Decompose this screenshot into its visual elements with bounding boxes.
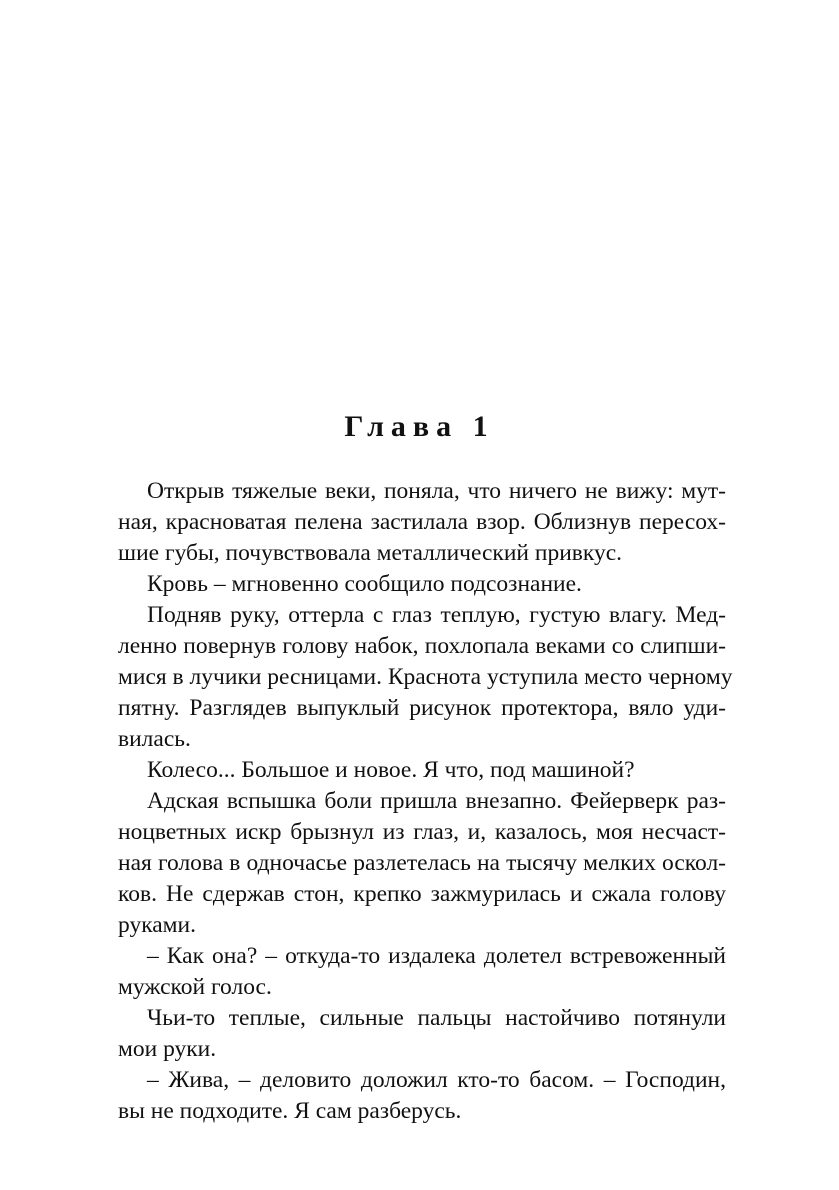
text-line: шие губы, почувствовала металлический привкус. <box>118 540 623 566</box>
text-line: Адская вспышка боли пришла внезапно. Фейерверк раз- <box>147 788 726 814</box>
text-line: Колесо... Большое и новое. Я что, под машиной? <box>147 757 635 783</box>
text-line: руками. <box>118 912 197 938</box>
text-line: вы не подходите. Я сам разберусь. <box>118 1098 462 1124</box>
text-line: мися в лучики ресницами. Краснота уступила место черному <box>118 664 733 690</box>
text-line: мои руки. <box>118 1036 217 1062</box>
chapter-title: Глава 1 <box>344 410 495 443</box>
text-line: Чьи-то теплые, сильные пальцы настойчиво потянули <box>147 1005 726 1031</box>
text-line: Подняв руку, оттерла с глаз теплую, густую влагу. Мед- <box>147 602 726 628</box>
text-line: ленно повернув голову набок, похлопала веками со слипши- <box>118 633 726 659</box>
text-line: ноцветных искр брызнул из глаз, и, казалось, моя несчаст- <box>118 819 726 845</box>
text-line: Кровь – мгновенно сообщило подсознание. <box>147 571 582 597</box>
chapter-text <box>118 476 733 1127</box>
text-line: ная голова в одночасье разлетелась на тысячу мелких оскол- <box>118 850 726 876</box>
text-line: – Жива, – деловито доложил кто-то басом. – Господин, <box>147 1067 726 1093</box>
text-line: – Как она? – откуда-то издалека долетел встревоженный <box>147 943 726 969</box>
text-line: мужской голос. <box>118 974 272 1000</box>
text-line: пятну. Разглядев выпуклый рисунок протектора, вяло уди- <box>118 695 726 721</box>
text-line: Открыв тяжелые веки, поняла, что ничего не вижу: мут- <box>147 478 726 504</box>
text-line: ная, красноватая пелена застилала взор. Облизнув пересох- <box>118 509 726 535</box>
text-line: вилась. <box>118 726 191 752</box>
text-line: ков. Не сдержав стон, крепко зажмурилась и сжала голову <box>118 881 726 907</box>
